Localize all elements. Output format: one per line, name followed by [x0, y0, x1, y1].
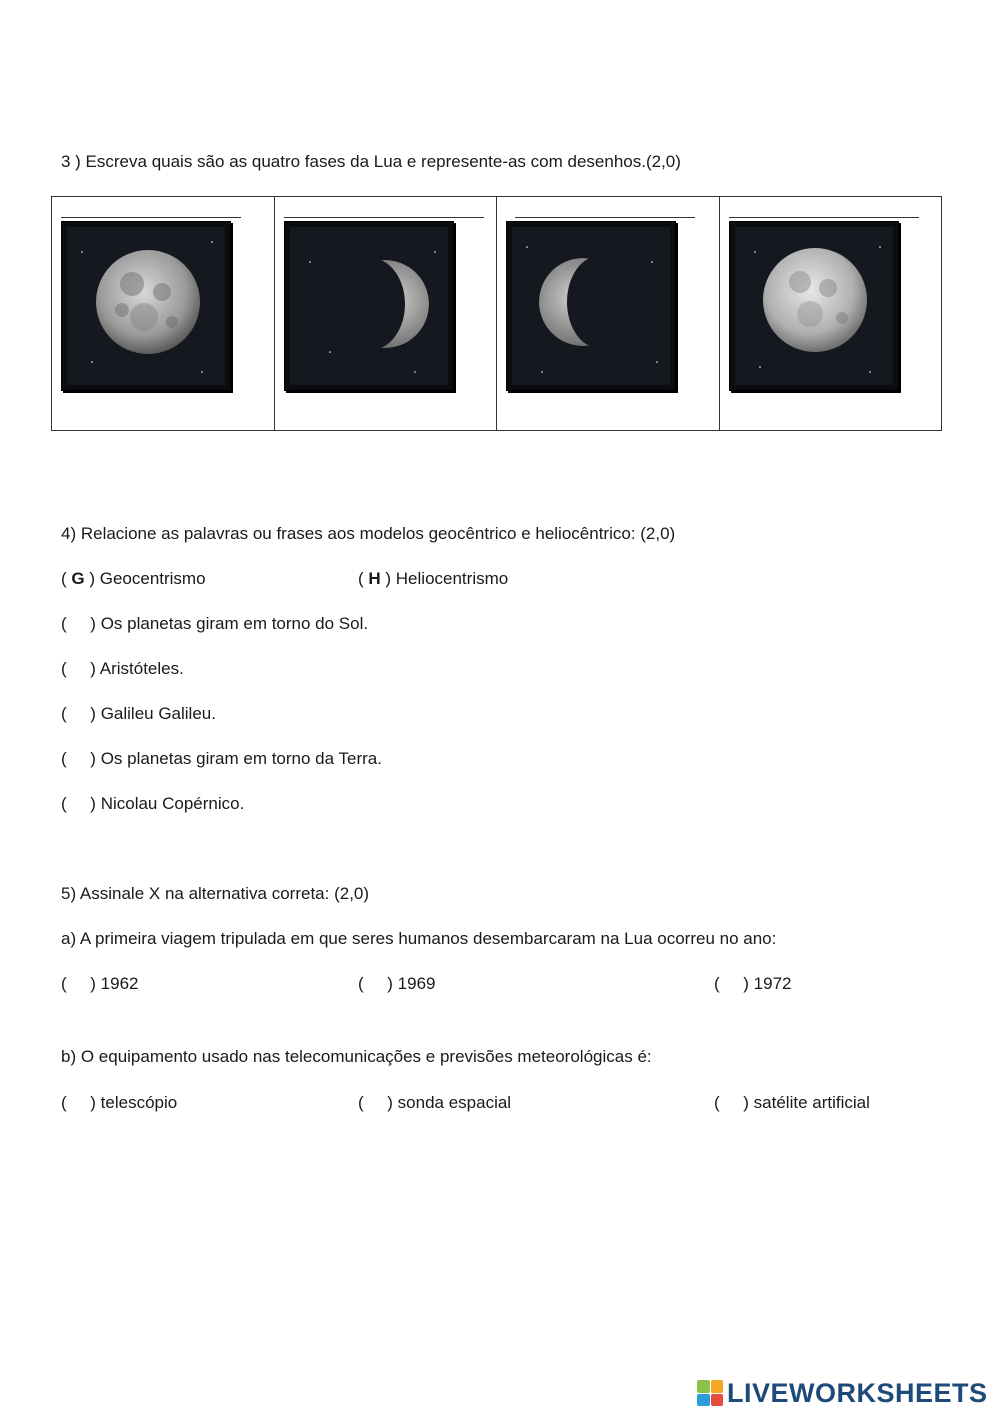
q4-item-3	[61, 704, 216, 724]
crescent-moon-left-icon	[506, 221, 676, 391]
phase-answer-line-3[interactable]	[515, 217, 695, 218]
phase-answer-line-1[interactable]	[61, 217, 241, 218]
answer-blank[interactable]: ( )	[61, 749, 96, 768]
q4-item-text: Galileu Galileu.	[100, 704, 216, 723]
phase-cell-4	[720, 197, 942, 430]
option-text: satélite artificial	[753, 1093, 870, 1112]
q4-item-text: Os planetas giram em torno da Terra.	[100, 749, 382, 768]
q5b-option-3[interactable]: ( ) satélite artificial	[714, 1093, 870, 1112]
q4-key-heliocentrismo: ( H ) Heliocentrismo	[358, 569, 509, 588]
q4-item-2	[61, 659, 184, 679]
q3-title: 3 ) Escreva quais são as quatro fases da Lua e represente-as com desenhos.(2,0)	[61, 152, 681, 171]
q4-item-text: Os planetas giram em torno do Sol.	[100, 614, 369, 633]
q5b-question: b) O equipamento usado nas telecomunicações e previsões meteorológicas é:	[61, 1047, 652, 1066]
liveworksheets-mark-icon	[697, 1380, 723, 1406]
answer-blank[interactable]: ( )	[61, 659, 96, 678]
phase-answer-line-4[interactable]	[729, 217, 919, 218]
option-text: sonda espacial	[397, 1093, 512, 1112]
q4-title: 4) Relacione as palavras ou frases aos modelos geocêntrico e heliocêntrico: (2,0)	[61, 524, 676, 543]
q5b-option-1[interactable]: ( ) telescópio	[61, 1093, 178, 1112]
option-text: telescópio	[100, 1093, 178, 1112]
option-text: 1972	[753, 974, 792, 993]
brand-name: LIVEWORKSHEETS	[727, 1377, 988, 1408]
phase-cell-3	[497, 197, 720, 430]
q4-item-5	[61, 794, 244, 814]
q4-key-geocentrismo: ( G ) Geocentrismo	[61, 569, 206, 588]
phase-cell-2	[275, 197, 498, 430]
phase-answer-line-2[interactable]	[284, 217, 484, 218]
answer-blank[interactable]: ( )	[61, 614, 96, 633]
q5b-option-2[interactable]: ( ) sonda espacial	[358, 1093, 512, 1112]
q5a-question: a) A primeira viagem tripulada em que seres humanos desembarcaram na Lua ocorreu no ano:	[61, 929, 777, 948]
key-g-letter: G	[71, 569, 85, 588]
option-text: 1969	[397, 974, 436, 993]
full-moon-icon	[729, 221, 899, 391]
answer-blank[interactable]: ( )	[61, 704, 96, 723]
moon-phases-table	[51, 196, 942, 431]
q5a-option-2[interactable]: ( ) 1969	[358, 974, 436, 993]
key-h-label: Heliocentrismo	[395, 569, 509, 588]
liveworksheets-logo[interactable]	[697, 1378, 988, 1408]
q4-item-4	[61, 749, 382, 769]
q5a-option-1[interactable]: ( ) 1962	[61, 974, 139, 993]
q4-item-text: Nicolau Copérnico.	[100, 794, 245, 813]
crescent-moon-right-icon	[284, 221, 454, 391]
q4-item-text: Aristóteles.	[99, 659, 184, 678]
answer-blank[interactable]: ( )	[61, 794, 96, 813]
option-text: 1962	[100, 974, 139, 993]
phase-cell-1	[52, 197, 275, 430]
key-g-label: Geocentrismo	[99, 569, 206, 588]
key-h-letter: H	[368, 569, 381, 588]
q5a-option-3[interactable]: ( ) 1972	[714, 974, 792, 993]
q4-item-1	[61, 614, 368, 634]
full-moon-icon	[61, 221, 231, 391]
q5-title: 5) Assinale X na alternativa correta: (2,0)	[61, 884, 370, 903]
